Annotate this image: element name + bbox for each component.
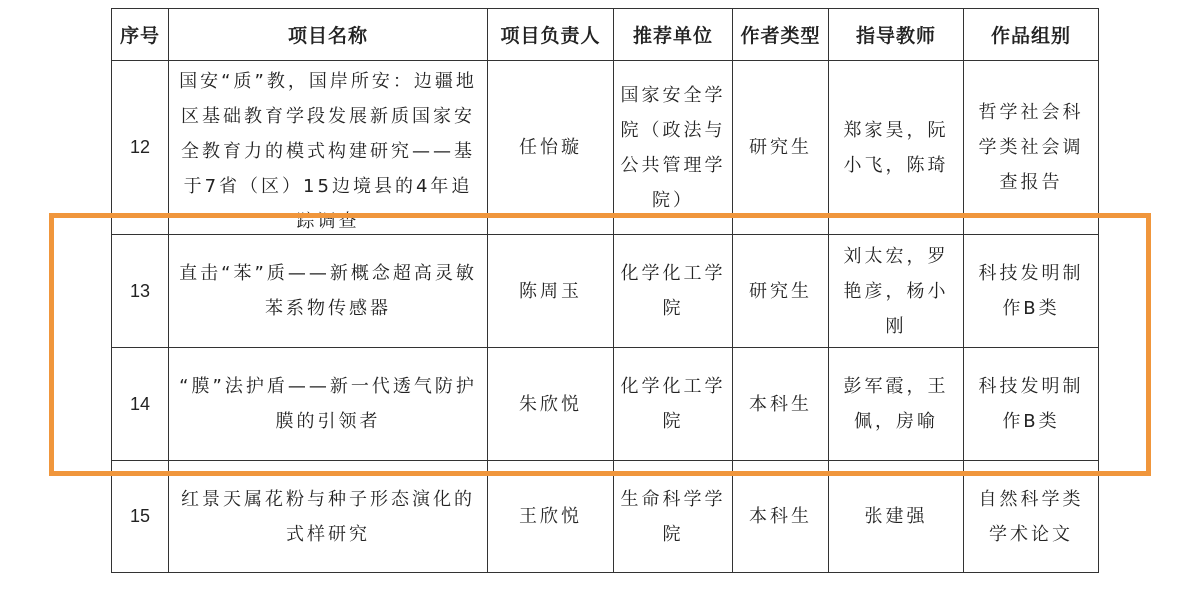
cell-number: 13 (112, 235, 169, 348)
cell-unit: 化学化工学院 (614, 235, 733, 348)
table-row (112, 235, 1099, 348)
cell-category: 科技发明制作B类 (964, 348, 1099, 461)
cell-leader: 任怡璇 (488, 61, 614, 235)
cell-project-name: “膜”法护盾——新一代透气防护膜的引领者 (169, 348, 488, 461)
header-category: 作品组别 (964, 9, 1099, 61)
header-project-leader: 项目负责人 (488, 9, 614, 61)
header-author-type: 作者类型 (733, 9, 829, 61)
cell-category: 哲学社会科学类社会调查报告 (964, 61, 1099, 235)
cell-project-name: 直击“苯”质——新概念超高灵敏苯系物传感器 (169, 235, 488, 348)
cell-author-type: 研究生 (733, 235, 829, 348)
cell-unit: 生命科学学院 (614, 461, 733, 573)
cell-number: 12 (112, 61, 169, 235)
table-header-row (112, 9, 1099, 61)
cell-number: 14 (112, 348, 169, 461)
cell-number: 15 (112, 461, 169, 573)
project-name-text: 国安“质”教，国岸所安：边疆地区基础教育学段发展新质国家安全教育力的模式构建研究——基于7省（区）15边境县的4年追踪调查 (179, 70, 477, 232)
cell-leader: 王欣悦 (488, 461, 614, 573)
cell-leader: 陈周玉 (488, 235, 614, 348)
cell-advisors: 郑家昊，阮小飞，陈琦 (829, 61, 964, 235)
table-row (112, 461, 1099, 573)
cell-author-type: 本科生 (733, 461, 829, 573)
table-row (112, 348, 1099, 461)
cell-advisors: 彭军霞，王佩，房喻 (829, 348, 964, 461)
cell-author-type: 本科生 (733, 348, 829, 461)
header-recommending-unit: 推荐单位 (614, 9, 733, 61)
cell-category: 自然科学类学术论文 (964, 461, 1099, 573)
cell-advisors: 张建强 (829, 461, 964, 573)
cell-author-type: 研究生 (733, 61, 829, 235)
header-project-name: 项目名称 (169, 9, 488, 61)
cell-project-name: 红景天属花粉与种子形态演化的式样研究 (169, 461, 488, 573)
header-number: 序号 (112, 9, 169, 61)
cell-category: 科技发明制作B类 (964, 235, 1099, 348)
cell-advisors: 刘太宏，罗艳彦，杨小刚 (829, 235, 964, 348)
project-table (111, 8, 1099, 573)
header-advisors: 指导教师 (829, 9, 964, 61)
cell-project-name (169, 61, 488, 235)
table-row (112, 61, 1099, 235)
cell-unit: 化学化工学院 (614, 348, 733, 461)
cell-leader: 朱欣悦 (488, 348, 614, 461)
cell-unit: 国家安全学院（政法与公共管理学院） (614, 61, 733, 235)
